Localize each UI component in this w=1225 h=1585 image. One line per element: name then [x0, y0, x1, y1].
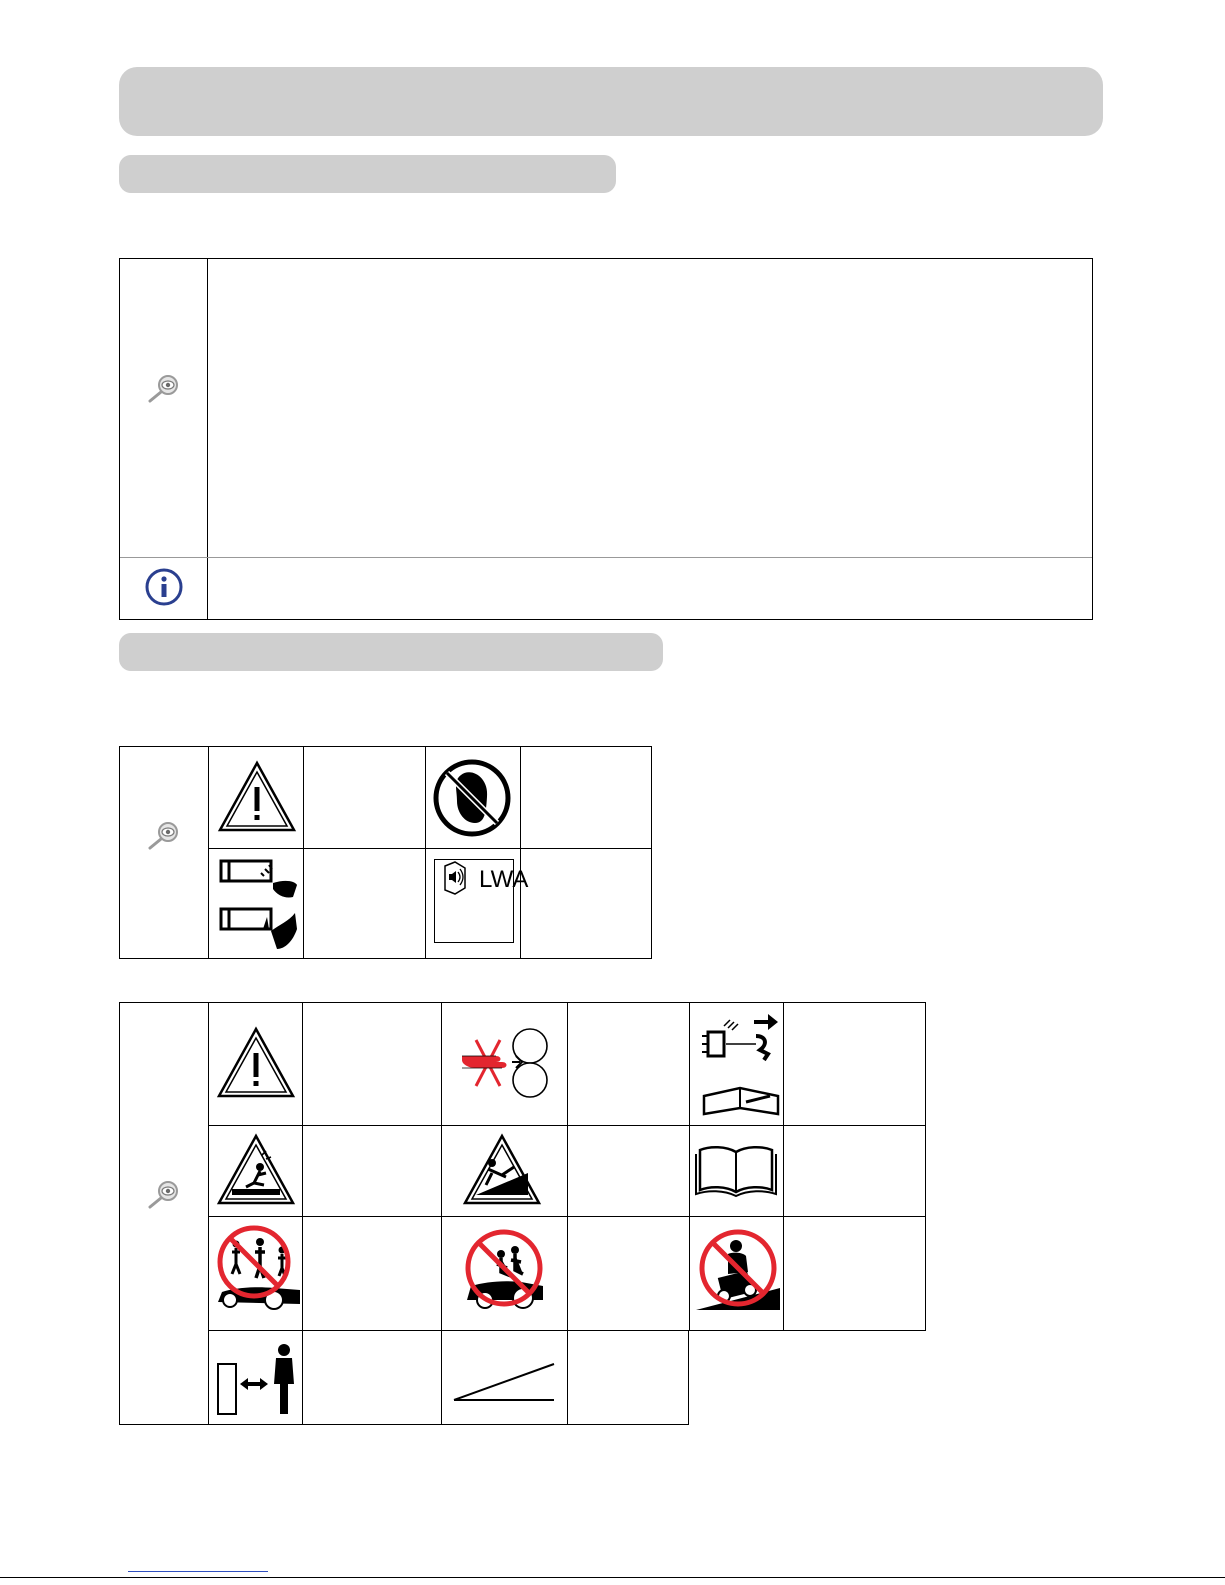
slope-tip-over-triangle-icon: [462, 1133, 542, 1207]
info-box-divider: [120, 557, 1092, 558]
warning-triangle-icon: [216, 1025, 296, 1101]
info-box: [119, 258, 1093, 620]
machine-symbols-look-cell: [119, 746, 209, 959]
thrown-objects-triangle-icon: [216, 1133, 296, 1207]
grid-line: [567, 1002, 568, 1425]
grid-line: [425, 747, 426, 958]
no-steep-slope-icon: [694, 1224, 782, 1314]
grid-line: [208, 1125, 926, 1126]
sound-power-lwa-icon: [434, 859, 529, 943]
safety-symbols-look-cell: [119, 1002, 209, 1425]
no-bystanders-icon: [214, 1222, 304, 1312]
machine-symbols-grid: [208, 746, 652, 959]
grid-line: [689, 1002, 690, 1331]
section-heading-2: [119, 633, 663, 671]
lwa-text: LWA: [479, 866, 529, 893]
magnifier-eye-icon: [146, 373, 182, 403]
magnifier-eye-icon: [146, 820, 182, 850]
grid-line: [520, 747, 521, 958]
disconnect-spark-plug-manual-icon: [698, 1010, 784, 1122]
safety-symbols-grid: [208, 1002, 926, 1425]
no-footwear-icon: [431, 757, 513, 839]
magnifier-eye-icon: [146, 1179, 182, 1209]
warning-triangle-icon: [217, 759, 297, 835]
no-passengers-icon: [461, 1226, 547, 1310]
section-heading-1: [119, 155, 616, 193]
grid-line: [441, 1002, 442, 1425]
info-box-icon-column: [120, 259, 208, 619]
read-manual-icon: [694, 1140, 778, 1198]
footer-rule: [0, 1577, 1225, 1578]
grid-line: [302, 1002, 303, 1425]
info-circle-icon: [145, 568, 183, 606]
grid-line: [303, 747, 304, 958]
grid-line: [209, 848, 651, 849]
safe-distance-icon: [216, 1340, 298, 1418]
slope-gradient-icon: [452, 1362, 556, 1404]
page-title-bar: [119, 67, 1103, 136]
grid-line: [208, 1216, 926, 1217]
collector-attach-icon: [215, 855, 301, 955]
footer-link-underline: [128, 1571, 268, 1572]
hand-blade-hazard-icon: [458, 1022, 550, 1104]
